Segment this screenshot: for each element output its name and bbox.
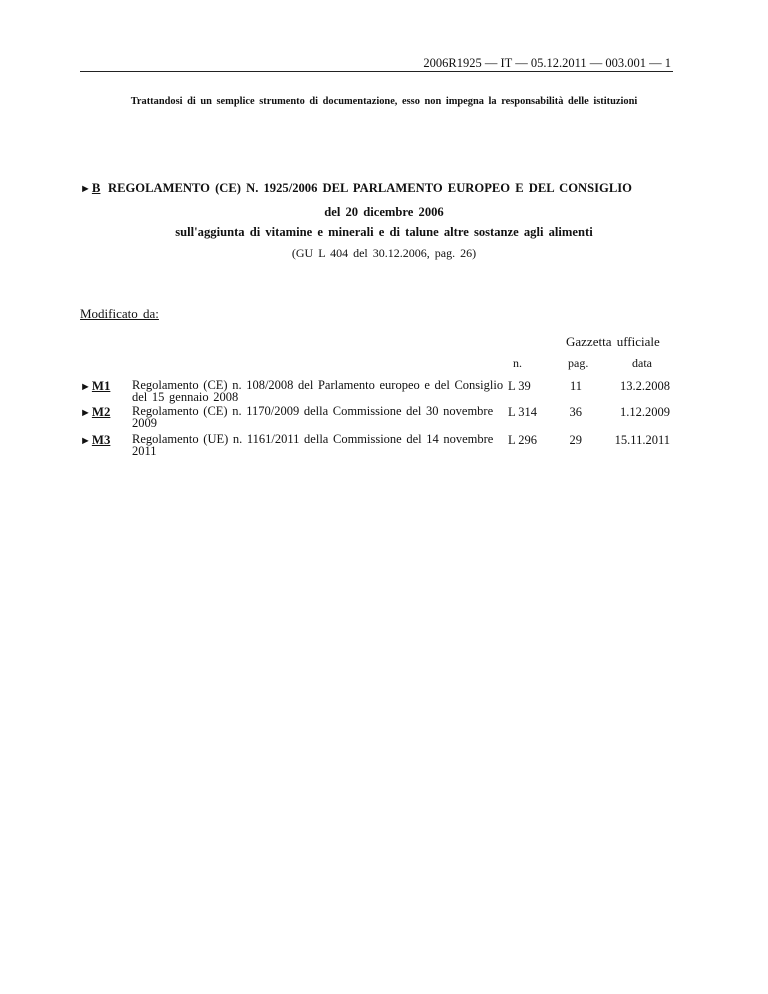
gazette-header: Gazzetta ufficiale xyxy=(566,334,660,349)
amendment-page: 11 xyxy=(569,379,582,393)
pointer-triangle-icon: ► xyxy=(80,435,91,447)
amendment-code[interactable]: M3 xyxy=(91,433,111,447)
amendment-date: 1.12.2009 xyxy=(620,405,670,419)
document-reference: 2006R1925 — IT — 05.12.2011 — 003.001 — 1 xyxy=(423,56,671,70)
amendment-marker[interactable] xyxy=(80,405,110,420)
official-journal-reference: (GU L 404 del 30.12.2006, pag. 26) xyxy=(291,246,477,260)
amendment-page: 36 xyxy=(569,405,582,419)
amendment-date: 13.2.2008 xyxy=(620,379,670,393)
base-act-code[interactable]: B xyxy=(91,181,101,195)
amendment-journal-number: L 296 xyxy=(508,433,538,447)
header-rule xyxy=(80,71,673,72)
column-header-page: pag. xyxy=(568,356,589,370)
amendment-date: 15.11.2011 xyxy=(614,433,670,447)
pointer-triangle-icon: ► xyxy=(80,183,91,195)
amendment-marker[interactable] xyxy=(80,379,110,394)
amendment-journal-number: L 39 xyxy=(508,379,531,393)
disclaimer: Trattandosi di un semplice strumento di documentazione, esso non impegna la responsabilità delle istituzioni xyxy=(130,96,638,107)
pointer-triangle-icon: ► xyxy=(80,381,91,393)
amendment-line: del 15 gennaio 2008 xyxy=(132,390,239,404)
amendment-line: Regolamento (CE) n. 1170/2009 della Commissione del 30 novembre xyxy=(132,404,494,418)
amended-by-label: Modificato da: xyxy=(80,306,159,321)
regulation-date: del 20 dicembre 2006 xyxy=(324,205,444,219)
amendment-line: Regolamento (UE) n. 1161/2011 della Commissione del 14 novembre xyxy=(132,432,494,446)
amendment-page: 29 xyxy=(569,433,582,447)
column-header-date: data xyxy=(632,356,652,370)
amendment-description xyxy=(132,433,493,457)
amendment-marker[interactable] xyxy=(80,433,110,448)
column-header-number: n. xyxy=(513,356,522,370)
amendment-code[interactable]: M2 xyxy=(91,405,111,419)
amendment-journal-number: L 314 xyxy=(508,405,538,419)
amendment-code[interactable]: M1 xyxy=(91,379,111,393)
amendment-line: 2011 xyxy=(132,444,157,458)
amendment-line: Regolamento (CE) n. 108/2008 del Parlamento europeo e del Consiglio xyxy=(132,378,504,392)
regulation-subtitle: sull'aggiunta di vitamine e minerali e di talune altre sostanze agli alimenti xyxy=(175,225,593,239)
amendment-description xyxy=(132,379,503,403)
regulation-title: REGOLAMENTO (CE) N. 1925/2006 DEL PARLAMENTO EUROPEO E DEL CONSIGLIO xyxy=(108,181,632,195)
amendment-line: 2009 xyxy=(132,416,157,430)
amendment-description xyxy=(132,405,493,429)
base-act-marker[interactable] xyxy=(80,181,100,196)
pointer-triangle-icon: ► xyxy=(80,407,91,419)
